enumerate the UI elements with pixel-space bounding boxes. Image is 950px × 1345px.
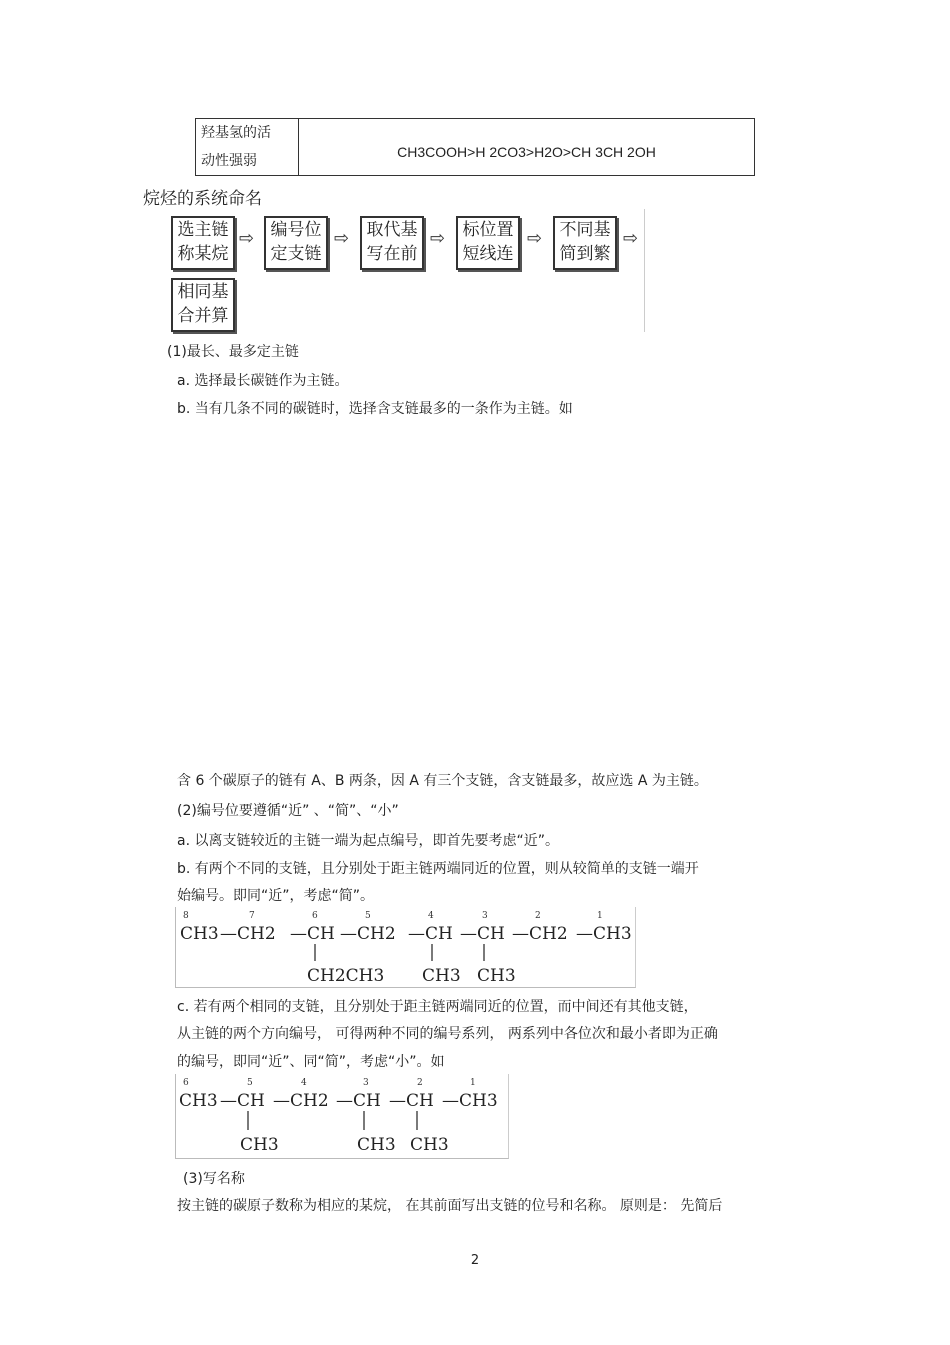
arrow-right-icon: ⇨ [527,228,543,249]
position-number: 1 [470,1078,476,1088]
position-number: 2 [417,1078,423,1088]
flow-step-4 [456,216,520,270]
flow-step-6 [171,278,235,332]
main-chain-group: —CH2 [512,924,568,944]
position-number: 8 [183,911,189,921]
flow-step-5 [553,216,617,270]
main-chain-group: —CH3 [576,924,632,944]
arrow-right-icon: ⇨ [623,228,639,249]
main-chain-group: —CH [408,924,453,944]
rule3-text: 按主链的碳原子数称为相应的某烷， 在其前面写出支链的位号和名称。 原则是： 先简后 [177,1198,723,1214]
rule1-conclusion: 含 6 个碳原子的链有 A、B 两条，因 A 有三个支链，含支链最多，故应选 A 为主链。 [177,773,708,789]
acidity-table [195,118,755,176]
arrow-right-icon: ⇨ [239,228,255,249]
flow-step-text: 简到繁 [559,244,611,264]
position-number: 3 [363,1078,369,1088]
position-number: 5 [365,911,371,921]
branch-group: CH3 [357,1135,396,1155]
flow-step-text: 定支链 [270,244,322,264]
position-number: 3 [482,911,488,921]
rule3-title: (3)写名称 [183,1171,245,1187]
main-chain-group: CH3 [179,1091,218,1111]
rule2-c-line2: 从主链的两个方向编号， 可得两种不同的编号系列， 两系列中各位次和最小者即为正确 [177,1026,718,1042]
table-label-line2: 动性强弱 [201,153,257,169]
naming-flow-diagram [167,209,645,332]
flow-step-text: 短线连 [462,244,514,264]
position-number: 7 [249,911,255,921]
position-number: 4 [428,911,434,921]
position-number: 4 [301,1078,307,1088]
table-label-cell [196,119,299,175]
main-chain-group: —CH2 [273,1091,329,1111]
main-chain-group: —CH [460,924,505,944]
position-number: 1 [597,911,603,921]
rule2-title: (2)编号位要遵循“近” 、“简”、“小” [177,803,399,819]
rule2-c-line1: c. 若有两个相同的支链，且分别处于距主链两端同近的位置，而中间还有其他支链， [177,999,698,1015]
rule2-c-line3: 的编号，即同“近”、同“简”，考虑“小”。如 [177,1054,445,1070]
flow-step-text: 选主链 [177,220,229,240]
main-chain-group: CH3 [180,924,219,944]
main-chain-group: —CH [290,924,335,944]
position-number: 6 [183,1078,189,1088]
flow-step-2 [264,216,328,270]
main-chain-group: —CH [389,1091,434,1111]
branch-group: CH3 [477,966,516,986]
branch-group: CH3 [240,1135,279,1155]
page-number: 2 [470,1253,480,1268]
rule2-b-line1: b. 有两个不同的支链，且分别处于距主链两端同近的位置，则从较简单的支链一端开 [177,861,699,877]
main-chain-group: —CH [336,1091,381,1111]
main-chain-group: —CH2 [340,924,396,944]
branch-group: CH2CH3 [307,966,385,986]
arrow-right-icon: ⇨ [334,228,350,249]
flow-step-1 [171,216,235,270]
branch-group: CH3 [422,966,461,986]
table-label-line1: 羟基氢的活 [201,125,271,141]
flow-step-3 [360,216,424,270]
rule1-title: (1)最长、最多定主链 [167,344,299,360]
structural-formula-2 [175,1074,509,1159]
position-number: 2 [535,911,541,921]
rule2-b-line2: 始编号。即同“近”，考虑“简”。 [177,888,375,904]
main-chain-group: —CH [220,1091,265,1111]
flow-step-text: 称某烷 [177,244,229,264]
flow-step-text: 编号位 [270,220,322,240]
section-title: 烷烃的系统命名 [143,189,262,209]
position-number: 6 [312,911,318,921]
arrow-right-icon: ⇨ [430,228,446,249]
flow-step-text: 不同基 [559,220,611,240]
flow-step-text: 写在前 [366,244,418,264]
rule1-b: b. 当有几条不同的碳链时，选择含支链最多的一条作为主链。如 [177,401,573,417]
branch-group: CH3 [410,1135,449,1155]
structural-formula-1 [175,907,636,988]
flow-step-text: 相同基 [177,282,229,302]
table-value-cell: CH3COOH>H 2CO3>H2O>CH 3CH 2OH [397,144,656,160]
flow-step-text: 标位置 [462,220,514,240]
rule1-a: a. 选择最长碳链作为主链。 [177,373,349,389]
position-number: 5 [247,1078,253,1088]
flow-step-text: 合并算 [177,306,229,326]
flow-step-text: 取代基 [366,220,418,240]
main-chain-group: —CH3 [442,1091,498,1111]
rule2-a: a. 以离支链较近的主链一端为起点编号，即首先要考虑“近”。 [177,833,559,849]
main-chain-group: —CH2 [220,924,276,944]
